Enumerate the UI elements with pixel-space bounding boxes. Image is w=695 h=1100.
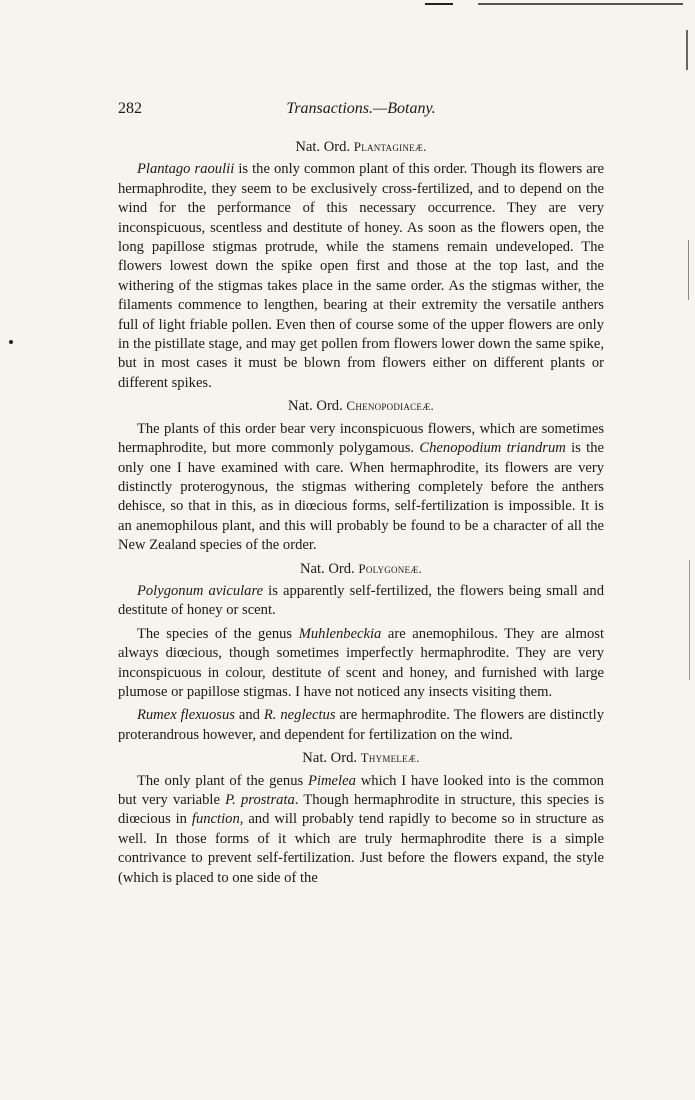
paragraph-text: The plants of this order bear very inconspicuous flowers, which are sometimes hermaphrodite, but more commonly polygamous. [118,420,604,457]
scan-artifact-top-right [478,3,683,5]
paragraph-text: is the only common plant of this order. Though its flowers are hermaphrodite, they seem to be exclusively cross-fertilized, and to depend on the wind for the performance of this necessary occurrence. They are very inconspicuous, scentless and destitute of honey. As soon as the flowers open, the long papillose stigmas protrude, while the stamens remain undeveloped. The flowers lowest down the spike open first and those at the top last, and the withering of the stigmas takes place in the same order. As the stigmas wither, the filaments commence to lengthen, bearing at their extremity the versatile anthers full of light friable pollen. Even then of course some of the upper flowers are only in the pistillate stage, and may get pollen from flowers lower down the same spike, but in most cases it must be blown from flowers either on different plants or different spikes. [118,161,605,391]
paragraph-rumex [118,706,604,745]
species-name: Rumex flexuosus [136,707,235,724]
running-head [118,100,604,122]
scan-artifact-right-edge-1 [686,30,688,70]
section-heading-thymeleae [118,748,604,768]
section-heading-polygoneae [118,559,604,579]
scan-artifact-left-dot [9,340,13,344]
heading-prefix: Nat. Ord. [299,560,355,577]
heading-prefix: Nat. Ord. [302,750,358,767]
heading-order-name: Chenopodiaceæ. [346,398,434,414]
paragraph-text: which I have looked into is the common but very variable [118,772,604,808]
species-name: Chenopodium triandrum [419,440,566,457]
species-name: P. prostrata [225,792,295,808]
running-title: Transactions.—Botany. [286,100,436,117]
paragraph-text: is the only one I have examined with care. When hermaphrodite, its flowers are very distinctly proterogynous, the stigmas withering completely before the anthers dehisce, so that in this, as in diœcious forms, self-fertilization is impossible. It is an anemophilous plant, and this will probably be found to be a character of all the New Zealand species of the order. [118,440,604,554]
species-name: Plantago raoulii [136,161,235,178]
paragraph-text: are hermaphrodite. The flowers are distinctly proterandrous however, and dependent for fertilization on the wind. [118,707,605,743]
paragraph-text: are anemophilous. They are almost always diœcious, though sometimes imperfectly hermaphrodite. They are very inconspicuous in colour, destitute of scent and honey, and furnished with large plumose or papillose stigmas. I have not noticed any insects visiting them. [118,625,604,700]
heading-order-name: Plantagineæ. [353,139,427,154]
genus-name: Muhlenbeckia [298,625,382,642]
heading-order-name: Polygoneæ. [358,560,423,576]
scan-artifact-right-edge-3 [689,560,690,680]
paragraph-text: . Though hermaphrodite in structure, this species is diœcious in [118,792,604,828]
paragraph-text: The species of the genus [136,625,299,642]
section-heading-chenopodiaceae [118,396,604,416]
paragraph-text: and [234,707,264,724]
scan-artifact-top-left [425,3,453,5]
genus-name: Pimelea [308,772,356,789]
paragraph-text: , and will probably tend rapidly to become so in structure as well. In those forms of it which are truly hermaphrodite there is a simple contrivance to prevent self-fertilization. Just before the flowers expand, the style (which is placed to one side of the [118,811,604,886]
body-text [118,134,604,888]
emphasis: function [191,811,240,828]
page-number: 282 [118,100,142,117]
species-name: Polygonum aviculare [136,582,264,599]
paragraph-chenopodiaceae [118,420,604,556]
heading-prefix: Nat. Ord. [295,139,351,155]
scan-artifact-right-edge-2 [688,240,689,300]
paragraph-thymeleae [118,772,604,888]
paragraph-polygonum [118,582,604,621]
paragraph-text: is apparently self-fertilized, the flowers being small and destitute of honey or scent. [118,582,604,619]
species-name: R. neglectus [263,707,336,724]
heading-order-name: Thymeleæ. [360,750,420,766]
paragraph-muhlenbeckia [118,625,604,703]
heading-prefix: Nat. Ord. [288,398,343,415]
paragraph-text: The only plant of the genus [136,772,309,789]
paragraph-plantagineae [118,160,604,393]
section-heading-plantagineae [118,137,604,157]
